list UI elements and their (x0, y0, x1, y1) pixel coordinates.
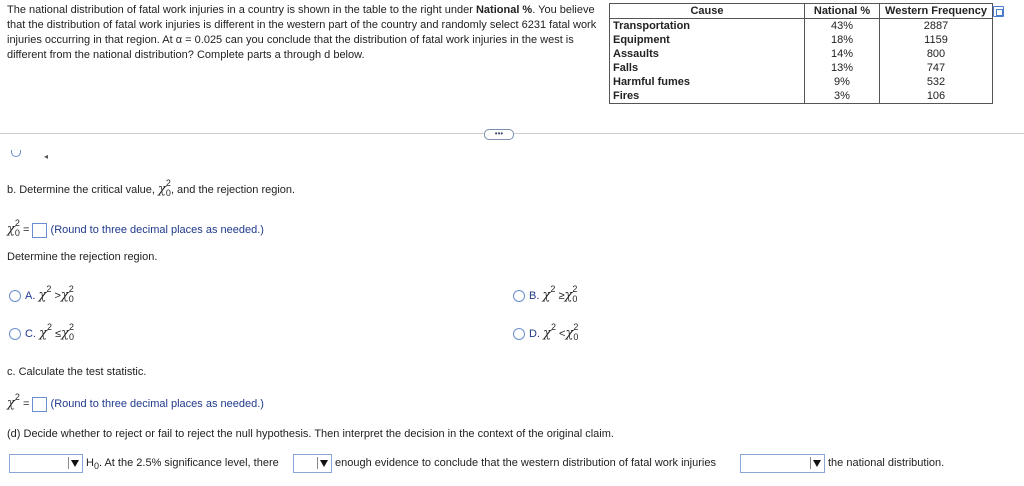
radio-d[interactable] (513, 328, 525, 340)
cell-western: 800 (880, 47, 993, 61)
equals-sign: = (22, 224, 30, 236)
cell-western: 2887 (880, 19, 993, 34)
part-b-prompt-pre: b. Determine the critical value, (7, 184, 159, 196)
round-note: (Round to three decimal places as needed.) (50, 224, 264, 236)
evidence-dropdown[interactable] (293, 454, 332, 473)
reject-decision-dropdown[interactable] (9, 454, 83, 473)
h0-sentence-segment (86, 457, 279, 469)
table-header-row (610, 4, 993, 19)
sentence-segment-3: the national distribution. (828, 457, 945, 469)
part-b-prompt-post: , and the rejection region. (170, 184, 296, 196)
op-symbol: > (54, 290, 61, 302)
cell-national: 3% (805, 89, 880, 104)
header-cause: Cause (610, 4, 805, 19)
intro-text-1: The national distribution of fatal work injuries in a country is shown in the table to the right under (7, 4, 476, 16)
cell-cause: Harmful fumes (610, 75, 805, 89)
option-a[interactable] (9, 284, 74, 304)
dropdown-arrow-icon (810, 457, 822, 469)
sup-two: 2 (550, 284, 556, 294)
option-letter: A. (25, 290, 36, 302)
cell-western: 106 (880, 89, 993, 104)
cell-cause: Assaults (610, 47, 805, 61)
critical-value-input[interactable] (32, 223, 47, 238)
radio-b[interactable] (513, 290, 525, 302)
chi-symbol: χ (158, 182, 166, 197)
option-letter: B. (529, 290, 540, 302)
sup-two: 2 (550, 322, 556, 332)
sub-zero: 0 (14, 228, 20, 238)
chi-symbol: χ (565, 326, 574, 341)
cell-cause: Fires (610, 89, 805, 104)
dropdown-arrow-icon (68, 457, 80, 469)
table-row (610, 19, 993, 34)
sup-two: 2 (68, 284, 74, 294)
sup-two: 2 (572, 284, 578, 294)
option-b[interactable] (513, 284, 578, 304)
cell-national: 14% (805, 47, 880, 61)
part-d-prompt: (d) Decide whether to reject or fail to reject the null hypothesis. Then interpret the decision in the context of the original claim. (7, 428, 614, 440)
sup-two: 2 (14, 218, 20, 228)
chi-symbol: χ (7, 396, 15, 411)
dropdown-arrow-icon (317, 457, 329, 469)
critical-value-row (7, 218, 264, 238)
part-c-prompt: c. Calculate the test statistic. (7, 366, 147, 378)
header-western (880, 4, 993, 19)
chi-symbol: χ (60, 288, 69, 303)
cell-cause: Falls (610, 61, 805, 75)
op-symbol: ≥ (558, 290, 565, 302)
chi-symbol: χ (564, 288, 573, 303)
cell-western: 747 (880, 61, 993, 75)
sub-zero: 0 (572, 294, 578, 304)
header-western-label: Western Frequency (885, 5, 987, 17)
table-row (610, 61, 993, 75)
radio-c[interactable] (9, 328, 21, 340)
header-national: National % (805, 4, 880, 19)
copy-icon[interactable] (993, 6, 1004, 17)
part-b-prompt (7, 178, 296, 198)
comparison-dropdown[interactable] (740, 454, 825, 473)
cell-national: 13% (805, 61, 880, 75)
option-c[interactable] (9, 322, 74, 342)
chi-symbol: χ (542, 288, 551, 303)
intro-text-2: . You believe that the distribution of fatal work injuries is different in the western part of the country and randomly select 6231 fatal work injuries occurring in that region. At α = 0.025 can you conclude that the distribution of fatal work injuries in the west is different from the national distribution? Complete parts a through d below. (7, 4, 597, 61)
round-note: (Round to three decimal places as needed.) (50, 398, 264, 410)
rejection-prompt: Determine the rejection region. (7, 251, 158, 263)
test-statistic-input[interactable] (32, 397, 47, 412)
sup-two: 2 (46, 322, 52, 332)
sub-zero: 0 (68, 294, 74, 304)
cell-western: 532 (880, 75, 993, 89)
cell-national: 18% (805, 33, 880, 47)
sentence-segment-1: . At the 2.5% significance level, there (98, 457, 279, 469)
injury-table (609, 3, 993, 104)
chi-symbol: χ (38, 288, 47, 303)
cell-national: 9% (805, 75, 880, 89)
sup-two: 2 (68, 322, 74, 332)
sup-two: 2 (573, 322, 579, 332)
test-statistic-row (7, 392, 264, 412)
equals-sign: = (22, 398, 30, 410)
table-row (610, 33, 993, 47)
chi-symbol: χ (61, 326, 69, 341)
sentence-segment-2: enough evidence to conclude that the western distribution of fatal work injuries (335, 457, 716, 469)
sub-zero: 0 (68, 332, 74, 342)
table-row (610, 89, 993, 104)
option-letter: C. (25, 328, 36, 340)
op-symbol: ≤ (55, 328, 62, 340)
expand-button[interactable]: ••• (484, 129, 514, 140)
h-symbol: H (86, 457, 94, 469)
collapsed-part-icon: ◂ (44, 152, 49, 161)
table-row (610, 47, 993, 61)
chi-symbol: χ (7, 222, 15, 237)
radio-a[interactable] (9, 290, 21, 302)
cell-cause: Transportation (610, 19, 805, 34)
option-letter: D. (529, 328, 540, 340)
sup-two: 2 (46, 284, 52, 294)
chi-symbol: χ (39, 326, 47, 341)
sub-zero: 0 (573, 332, 579, 342)
table-row (610, 75, 993, 89)
sup-two: 2 (14, 392, 20, 402)
collapsed-answer-icon (11, 150, 21, 157)
sup-two: 2 (165, 178, 171, 188)
cell-national: 43% (805, 19, 880, 34)
cell-cause: Equipment (610, 33, 805, 47)
problem-statement (7, 3, 602, 63)
op-symbol: < (559, 328, 566, 340)
chi-symbol: χ (543, 326, 551, 341)
intro-bold: National % (475, 4, 533, 16)
option-d[interactable] (513, 322, 579, 342)
sub-zero: 0 (165, 188, 171, 198)
sub-zero: 0 (93, 461, 99, 471)
cell-western: 1159 (880, 33, 993, 47)
